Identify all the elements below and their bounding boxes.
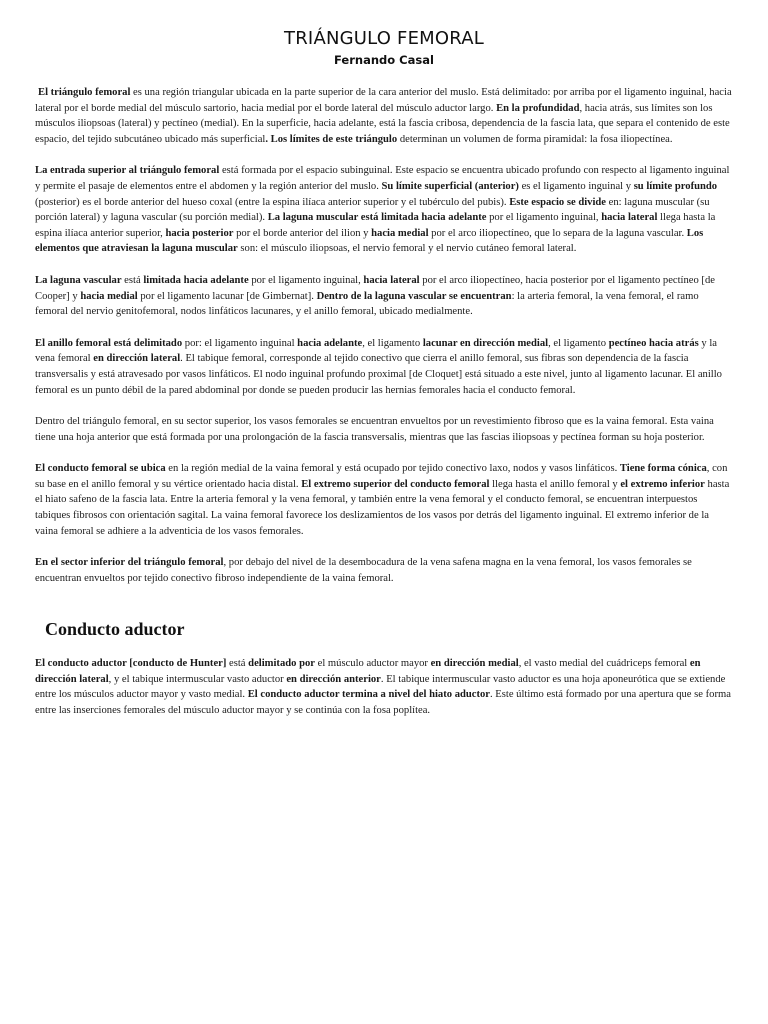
text-run: es una región triangular ubicada en la parte superior de la cara anterior del muslo. Está delimitado: por arriba por el ligamento inguinal, hacia lateral por el borde medial del músculo sartorio, hacia medial por el borde lateral del músculo aductor largo.	[35, 87, 732, 114]
text-run: el músculo aductor mayor	[314, 658, 431, 670]
bold-text: en dirección lateral	[35, 658, 701, 685]
text-run: por el arco iliopectíneo, hacia posterior por el ligamento pectíneo [de Cooper] y	[35, 274, 715, 302]
text-run: (posterior) es el borde anterior del hueso coxal (entre la espina ilíaca anterior superior y el tubérculo del pubis).	[35, 196, 510, 208]
text-run: en la región medial de la vaina femoral y está ocupado por tejido conectivo laxo, nodos y vasos linfáticos.	[165, 463, 620, 475]
text-run: por el borde anterior del ilion y	[233, 227, 372, 239]
section-heading: Conducto aductor	[45, 619, 185, 640]
bold-text: lacunar en dirección medial	[422, 337, 549, 349]
text-run: , hacia atrás, sus límites son los músculos iliopsoas (lateral) y pectíneo (medial). En la superficie, hacia adelante, está la fascia cribosa, dependencia de la fascia lata, que separa el contenido de este espacio, del tejido subcutáneo ubicado más superficial	[35, 102, 730, 145]
text-run: y la vena femoral	[35, 337, 717, 365]
paragraph	[35, 336, 733, 398]
text-run: . El tabique intermuscular vasto aductor es una hoja aponeurótica que se extiende entre los músculos aductor mayor y vasto medial.	[35, 673, 726, 701]
bold-text: limitada hacia adelante	[143, 274, 249, 286]
text-run: es el ligamento inguinal y	[518, 180, 634, 192]
bold-text: . Los límites de este triángulo	[265, 133, 398, 145]
text-run: . El tabique femoral, corresponde al tejido conectivo que cierra el anillo femoral, sus fibras son dependencia de la fascia transversalis y está atravesado por vasos linfáticos. El nodo inguinal profundo proximal [de Cloquet] está situado a este nivel, junto al ligamento lacunar. El anillo femoral es un punto débil de la pared abdominal por donde se pueden producir las hernias femorales hacia el conducto femoral.	[35, 353, 722, 396]
text-run: , el ligamento	[548, 337, 609, 349]
bold-text: La laguna muscular está limitada hacia adelante	[267, 212, 487, 224]
bold-text: en dirección lateral	[93, 353, 181, 365]
text-run: , el ligamento	[362, 337, 423, 349]
bold-text: pectíneo hacia atrás	[608, 337, 699, 349]
paragraph	[35, 273, 733, 320]
bold-text: hacia lateral	[601, 212, 658, 224]
paragraph	[35, 163, 733, 257]
text-run: por: el ligamento inguinal	[182, 337, 298, 349]
bold-text: en dirección medial	[430, 658, 519, 670]
bold-text: hacia medial	[371, 227, 429, 239]
bold-text: El conducto aductor termina a nivel del hiato aductor	[247, 689, 490, 701]
text-run: por el ligamento inguinal,	[248, 274, 364, 286]
text-run: son: el músculo iliopsoas, el nervio femoral y el nervio cutáneo femoral lateral.	[237, 243, 577, 255]
bold-text: En la profundidad	[496, 102, 580, 114]
bold-text: La laguna vascular	[35, 274, 122, 286]
bold-text: Este espacio se divide	[509, 196, 607, 208]
text-run: está formada por el espacio subinguinal. Este espacio se encuentra ubicado profundo con respecto al ligamento inguinal y permite el pasaje de elementos entre el abdomen y la región anterior del muslo.	[35, 165, 730, 192]
bold-text: La entrada superior al triángulo femoral	[35, 165, 220, 177]
text-run: , por debajo del nivel de la desembocadura de la vena safena magna en la vena femoral, los vasos femorales se encuentran envueltos por tejido conectivo fibroso independiente de la vaina femoral.	[35, 557, 692, 584]
paragraph	[35, 656, 733, 718]
text-run: por el arco iliopectíneo, que lo separa de la laguna vascular.	[428, 227, 687, 239]
text-run: en: laguna muscular (su porción lateral) y laguna vascular (su porción medial).	[35, 196, 710, 224]
bold-text: en dirección anterior	[286, 673, 381, 685]
text-run: Dentro del triángulo femoral, en su sector superior, los vasos femorales se encuentran envueltos por un revestimiento fibroso que es la vaina femoral. Esta vaina tiene una hoja anterior que está formada por una prolongación de la fascia transversalis, mientras que las fascias iliopsoas y pectínea forman su hoja posterior.	[35, 416, 714, 443]
document-author: Fernando Casal	[334, 53, 434, 67]
text-run: : la arteria femoral, la vena femoral, el ramo femoral del nervio genitofemoral, nodos linfáticos lacunares, y el anillo femoral, ubicado medialmente.	[35, 290, 699, 318]
text-run: , y el tabique intermuscular vasto aductor	[108, 673, 287, 685]
text-run: . Este último está formado por una apertura que se forma entre las inserciones femorales del músculo aductor mayor y se continúa con la fosa poplítea.	[35, 689, 731, 716]
document-title: TRIÁNGULO FEMORAL	[284, 28, 484, 49]
bold-text: El conducto aductor [conducto de Hunter]	[35, 658, 227, 670]
bold-text: hacia lateral	[363, 274, 420, 286]
bold-text: hacia adelante	[297, 337, 363, 349]
bold-text: El triángulo femoral	[38, 87, 131, 98]
bold-text: El conducto femoral se ubica	[35, 463, 166, 475]
main-paragraphs	[35, 85, 733, 586]
bold-text: hacia medial	[80, 290, 138, 302]
bold-text: delimitado por	[248, 658, 315, 670]
bold-text: Su límite superficial (anterior)	[381, 180, 519, 192]
text-run: , con su base en el anillo femoral y su vértice orientado hacia distal.	[35, 463, 728, 490]
bold-text: el extremo inferior	[620, 478, 705, 490]
paragraph	[35, 85, 733, 147]
bold-text: Los elementos que atraviesan la laguna muscular	[35, 227, 704, 255]
bold-text: hacia posterior	[165, 227, 234, 239]
text-run: llega hasta el anillo femoral y	[489, 478, 621, 490]
bold-text: Dentro de la laguna vascular se encuentran	[316, 290, 512, 302]
document-body	[35, 85, 733, 734]
paragraph	[35, 414, 733, 445]
text-run: está	[226, 658, 249, 670]
bold-text: su límite profundo	[633, 180, 718, 192]
text-run: , el vasto medial del cuádriceps femoral	[518, 658, 690, 670]
text-run: llega hasta la espina ilíaca anterior superior,	[35, 212, 716, 239]
section-paragraphs	[35, 656, 733, 718]
paragraph	[35, 461, 733, 539]
bold-text: El anillo femoral está delimitado	[35, 337, 183, 349]
text-run: por el ligamento inguinal,	[486, 212, 602, 224]
bold-text: En el sector inferior del triángulo femoral	[35, 557, 224, 569]
text-run: hasta el hiato safeno de la fascia lata. Entre la arteria femoral y la vena femoral, y también entre la vena femoral y el conducto femoral, se encuentran interpuestos tabiques fibrosos con orientación sagital. La vaina femoral favorece los deslizamientos de los vasos por detrás del ligamento inguinal. El extremo inferior de la vaina femoral se adhiere a la adventicia de los vasos femorales.	[35, 478, 730, 537]
text-run: por el ligamento lacunar [de Gimbernat].	[137, 290, 317, 302]
text-run: está	[121, 274, 144, 286]
bold-text: El extremo superior del conducto femoral	[301, 478, 490, 490]
paragraph	[35, 555, 733, 586]
text-run: determinan un volumen de forma piramidal: la fosa iliopectínea.	[397, 133, 673, 145]
bold-text: Tiene forma cónica	[619, 463, 707, 475]
